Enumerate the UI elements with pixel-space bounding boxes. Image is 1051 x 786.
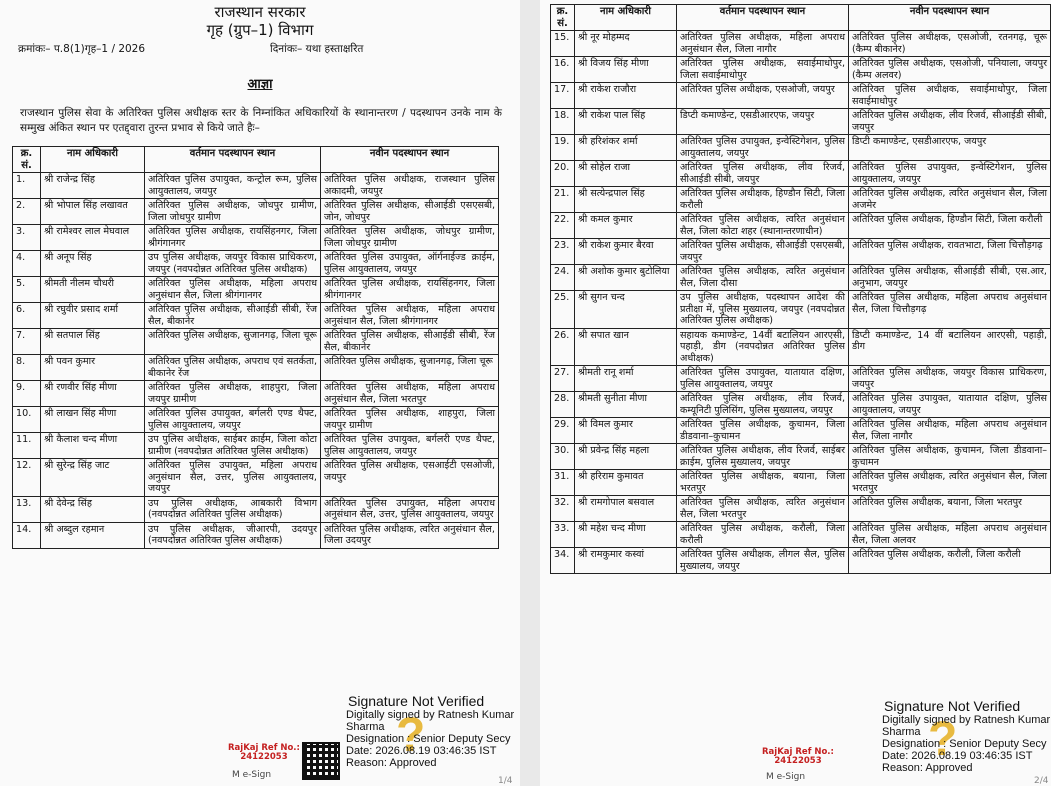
officer-name-cell: श्री राकेश पाल सिंह	[575, 109, 677, 135]
officer-name-cell: श्री कमल कुमार	[575, 213, 677, 239]
serial-cell: 24.	[551, 265, 575, 291]
current-posting-cell: अतिरिक्त पुलिस अधीक्षक, बयाना, जिला भरतपुर	[677, 470, 849, 496]
current-posting-cell: अतिरिक्त पुलिस अधीक्षक, महिला अपराध अनुसंधान सैल, जिला श्रीगंगानगर	[145, 277, 321, 303]
serial-cell: 15.	[551, 31, 575, 57]
rajkaj-stamp	[228, 744, 300, 762]
officer-name-cell: श्री सपात खान	[575, 328, 677, 366]
order-date: दिनांकः– यथा हस्ताक्षरित	[270, 43, 364, 55]
current-posting-cell: उप पुलिस अधीक्षक, आबकारी विभाग (नवपदोन्नत अतिरिक्त पुलिस अधीक्षक)	[145, 496, 321, 522]
officer-name-cell: श्री सुरेन्द्र सिंह जाट	[41, 459, 145, 497]
order-page-1	[0, 0, 520, 786]
serial-cell: 16.	[551, 57, 575, 83]
current-posting-cell: अतिरिक्त पुलिस अधीक्षक, लीव रिजर्व, कम्यूनिटी पुलिसिंग, पुलिस मुख्यालय, जयपुर	[677, 392, 849, 418]
current-posting-cell: अतिरिक्त पुलिस अधीक्षक, सीआईडी सीबी, रेंज सैल, बीकानेर	[145, 303, 321, 329]
signature-line-4: Date: 2026.08.19 03:46:35 IST	[882, 750, 1033, 762]
table-row	[13, 381, 499, 407]
new-posting-cell: अतिरिक्त पुलिस अधीक्षक, सीआईडी सीबी, एस.आर, अनुभाग, जयपुर	[849, 265, 1051, 291]
new-posting-cell: अतिरिक्त पुलिस उपायुक्त, यातायात दक्षिण, पुलिस आयुक्तालय, जयपुर	[849, 392, 1051, 418]
new-posting-cell: अतिरिक्त पुलिस अधीक्षक, हिण्डौन सिटी, जिला करौली	[849, 213, 1051, 239]
serial-cell: 5.	[13, 277, 41, 303]
new-posting-cell: अतिरिक्त पुलिस अधीक्षक, बयाना, जिला भरतपुर	[849, 496, 1051, 522]
officer-name-cell: श्री राकेश राजौरा	[575, 83, 677, 109]
officer-name-cell: श्री पवन कुमार	[41, 355, 145, 381]
officer-name-cell: श्री विजय सिंह मीणा	[575, 57, 677, 83]
serial-cell: 19.	[551, 135, 575, 161]
serial-cell: 18.	[551, 109, 575, 135]
current-posting-cell: अतिरिक्त पुलिस उपायुक्त, इन्वेस्टिगेशन, पुलिस आयुक्तालय, जयपुर	[677, 135, 849, 161]
table-header-row	[551, 5, 1051, 31]
new-posting-cell: अतिरिक्त पुलिस अधीक्षक, महिला अपराध अनुसंधान सैल, जिला नागौर	[849, 418, 1051, 444]
officer-name-cell: श्री रणवीर सिंह मीणा	[41, 381, 145, 407]
table-row	[13, 355, 499, 381]
serial-cell: 22.	[551, 213, 575, 239]
new-posting-cell: अतिरिक्त पुलिस अधीक्षक, लीव रिजर्व, सीआईडी सीबी, जयपुर	[849, 109, 1051, 135]
table-row	[551, 366, 1051, 392]
current-posting-cell: अतिरिक्त पुलिस अधीक्षक, सवाईमाधोपुर, जिला सवाईमाधोपुर	[677, 57, 849, 83]
new-posting-cell: अतिरिक्त पुलिस अधीक्षक, त्वरित अनुसंधान सैल, जिला अजमेर	[849, 187, 1051, 213]
table-row	[13, 459, 499, 497]
new-posting-cell: अतिरिक्त पुलिस अधीक्षक, करौली, जिला करौली	[849, 548, 1051, 574]
table-row	[551, 548, 1051, 574]
table-row	[551, 239, 1051, 265]
table-row	[551, 470, 1051, 496]
current-posting-cell: अतिरिक्त पुलिस अधीक्षक, एसओजी, जयपुर	[677, 83, 849, 109]
serial-cell: 13.	[13, 496, 41, 522]
new-posting-cell: डिप्टी कमाण्डेन्ट, 14 वीं बटालियन आरएसी, पहाड़ी, डीग	[849, 328, 1051, 366]
signature-line-2: Sharma	[882, 726, 921, 738]
transfer-table-page-1	[12, 146, 499, 549]
table-row	[551, 187, 1051, 213]
current-posting-cell: अतिरिक्त पुलिस अधीक्षक, महिला अपराध अनुसंधान सैल, जिला नागौर	[677, 31, 849, 57]
department-header: गृह (ग्रुप–1) विभाग	[206, 21, 314, 39]
new-posting-cell: अतिरिक्त पुलिस अधीक्षक, महिला अपराध अनुसंधान सैल, जिला अलवर	[849, 522, 1051, 548]
serial-cell: 2.	[13, 199, 41, 225]
table-row	[551, 83, 1051, 109]
order-page-2	[540, 0, 1051, 786]
serial-cell: 7.	[13, 329, 41, 355]
serial-cell: 6.	[13, 303, 41, 329]
officer-name-cell: श्री सुगन चन्द	[575, 291, 677, 329]
officer-name-cell: श्री हरिराम कुमावत	[575, 470, 677, 496]
new-posting-cell: अतिरिक्त पुलिस अधीक्षक, त्वरित अनुसंधान सैल, जिला भरतपुर	[849, 470, 1051, 496]
signature-line-3: Designation : Senior Deputy Secy	[882, 738, 1047, 750]
table-row	[13, 199, 499, 225]
current-posting-cell: अतिरिक्त पुलिस अधीक्षक, लीव रिजर्व, साईबर क्राईम, पुलिस मुख्यालय, जयपुर	[677, 444, 849, 470]
current-posting-cell: अतिरिक्त पुलिस अधीक्षक, सुजानगढ़, जिला चूरू	[145, 329, 321, 355]
serial-cell: 25.	[551, 291, 575, 329]
officer-name-cell: श्री राकेश कुमार बैरवा	[575, 239, 677, 265]
rajkaj-ref-number: 24122053	[240, 752, 288, 762]
table-row	[551, 213, 1051, 239]
serial-cell: 26.	[551, 328, 575, 366]
table-row	[551, 392, 1051, 418]
current-posting-cell: उप पुलिस अधीक्षक, जयपुर विकास प्राधिकरण, जयपुर (नवपदोन्नत अतिरिक्त पुलिस अधीक्षक)	[145, 251, 321, 277]
new-posting-cell: अतिरिक्त पुलिस अधीक्षक, रायसिंहनगर, जिला श्रीगंगानगर	[321, 277, 499, 303]
col-name: नाम अधिकारी	[575, 5, 677, 31]
current-posting-cell: अतिरिक्त पुलिस उपायुक्त, यातायात दक्षिण, पुलिस आयुक्तालय, जयपुर	[677, 366, 849, 392]
qr-code-icon	[302, 742, 340, 780]
table-row	[13, 225, 499, 251]
col-sno: क्र. सं.	[13, 147, 41, 173]
current-posting-cell: अतिरिक्त पुलिस अधीक्षक, लीव रिजर्व, सीआईडी सीबी, जयपुर	[677, 161, 849, 187]
officer-name-cell: श्री रघुवीर प्रसाद शर्मा	[41, 303, 145, 329]
officer-name-cell: श्री कैलाश चन्द मीणा	[41, 433, 145, 459]
new-posting-cell: अतिरिक्त पुलिस उपायुक्त, इन्वेस्टिगेशन, पुलिस आयुक्तालय, जयपुर	[849, 161, 1051, 187]
officer-name-cell: श्री नूर मोहम्मद	[575, 31, 677, 57]
rajkaj-ref-number: 24122053	[774, 756, 822, 766]
current-posting-cell: डिप्टी कमाण्डेन्ट, एसडीआरएफ, जयपुर	[677, 109, 849, 135]
current-posting-cell: अतिरिक्त पुलिस अधीक्षक, कुचामन, जिला डीडवाना–कुचामन	[677, 418, 849, 444]
rajkaj-ref-label: RajKaj Ref No.:	[762, 747, 834, 757]
current-posting-cell: अतिरिक्त पुलिस अधीक्षक, जोधपुर ग्रामीण, जिला जोधपुर ग्रामीण	[145, 199, 321, 225]
digital-signature-block	[346, 693, 514, 769]
signature-line-3: Designation : Senior Deputy Secy	[346, 733, 511, 745]
current-posting-cell: अतिरिक्त पुलिस अधीक्षक, हिण्डौन सिटी, जिला करौली	[677, 187, 849, 213]
officer-name-cell: श्री सत्येन्द्रपाल सिंह	[575, 187, 677, 213]
current-posting-cell: अतिरिक्त पुलिस अधीक्षक, त्वरित अनुसंधान सैल, जिला दौसा	[677, 265, 849, 291]
new-posting-cell: अतिरिक्त पुलिस अधीक्षक, शाहपुरा, जिला जयपुर ग्रामीण	[321, 407, 499, 433]
serial-cell: 23.	[551, 239, 575, 265]
officer-name-cell: श्री महेश चन्द मीणा	[575, 522, 677, 548]
serial-cell: 20.	[551, 161, 575, 187]
officer-name-cell: श्री देवेन्द्र सिंह	[41, 496, 145, 522]
current-posting-cell: अतिरिक्त पुलिस अधीक्षक, त्वरित अनुसंधान सैल, जिला कोटा शहर (स्थानान्तरणाधीन)	[677, 213, 849, 239]
officer-name-cell: श्रीमती रानू शर्मा	[575, 366, 677, 392]
officer-name-cell: श्री रामकुमार कस्वां	[575, 548, 677, 574]
new-posting-cell: अतिरिक्त पुलिस अधीक्षक, सुजानगढ़, जिला चूरू	[321, 355, 499, 381]
officer-name-cell: श्री लाखन सिंह मीणा	[41, 407, 145, 433]
signature-line-5: Reason: Approved	[882, 762, 973, 774]
serial-cell: 29.	[551, 418, 575, 444]
new-posting-cell: अतिरिक्त पुलिस अधीक्षक, जोधपुर ग्रामीण, जिला जोधपुर ग्रामीण	[321, 225, 499, 251]
officer-name-cell: श्री अब्दुल रहमान	[41, 522, 145, 548]
serial-cell: 12.	[13, 459, 41, 497]
col-new-posting: नवीन पदस्थापन स्थान	[321, 147, 499, 173]
table-row	[13, 329, 499, 355]
new-posting-cell: अतिरिक्त पुलिस अधीक्षक, महिला अपराध अनुसंधान सैल, जिला भरतपुर	[321, 381, 499, 407]
serial-cell: 4.	[13, 251, 41, 277]
current-posting-cell: उप पुलिस अधीक्षक, साईबर क्राईम, जिला कोटा ग्रामीण (नवपदोन्नत अतिरिक्त पुलिस अधीक्षक)	[145, 433, 321, 459]
serial-cell: 1.	[13, 173, 41, 199]
serial-cell: 8.	[13, 355, 41, 381]
new-posting-cell: डिप्टी कमाण्डेन्ट, एसडीआरएफ, जयपुर	[849, 135, 1051, 161]
current-posting-cell: अतिरिक्त पुलिस अधीक्षक, लीगल सैल, पुलिस मुख्यालय, जयपुर	[677, 548, 849, 574]
officer-name-cell: श्री रामगोपाल बसवाल	[575, 496, 677, 522]
officer-name-cell: श्री सतपाल सिंह	[41, 329, 145, 355]
officer-name-cell: श्री राजेन्द्र सिंह	[41, 173, 145, 199]
signature-status: Signature Not Verified	[884, 698, 1021, 714]
table-row	[13, 522, 499, 548]
serial-cell: 3.	[13, 225, 41, 251]
new-posting-cell: अतिरिक्त पुलिस अधीक्षक, सीआईडी सीबी, रेंज सैल, बीकानेर	[321, 329, 499, 355]
order-title: आज्ञा	[247, 77, 273, 92]
new-posting-cell: अतिरिक्त पुलिस अधीक्षक, महिला अपराध अनुसंधान सैल, जिला श्रीगंगानगर	[321, 303, 499, 329]
col-current-posting: वर्तमान पदस्थापन स्थान	[677, 5, 849, 31]
table-row	[551, 291, 1051, 329]
new-posting-cell: अतिरिक्त पुलिस अधीक्षक, जयपुर विकास प्राधिकरण, जयपुर	[849, 366, 1051, 392]
serial-cell: 9.	[13, 381, 41, 407]
new-posting-cell: अतिरिक्त पुलिस उपायुक्त, बर्गलरी एण्ड थैफ्ट, पुलिस आयुक्तालय, जयपुर	[321, 433, 499, 459]
new-posting-cell: अतिरिक्त पुलिस उपायुक्त, महिला अपराध अनुसंधान सैल, उत्तर, पुलिस आयुक्तालय, जयपुर	[321, 496, 499, 522]
officer-name-cell: श्रीमती नीलम चौधरी	[41, 277, 145, 303]
table-header-row	[13, 147, 499, 173]
serial-cell: 17.	[551, 83, 575, 109]
table-row	[551, 109, 1051, 135]
new-posting-cell: अतिरिक्त पुलिस अधीक्षक, रावतभाटा, जिला चित्तौड़गढ़	[849, 239, 1051, 265]
officer-name-cell: श्री हरिशंकर शर्मा	[575, 135, 677, 161]
table-row	[13, 251, 499, 277]
officer-name-cell: श्री प्रवेन्द्र सिंह महला	[575, 444, 677, 470]
new-posting-cell: अतिरिक्त पुलिस अधीक्षक, कुचामन, जिला डीडवाना–कुचामन	[849, 444, 1051, 470]
current-posting-cell: अतिरिक्त पुलिस उपायुक्त, महिला अपराध अनुसंधान सैल, उत्तर, पुलिस आयुक्तालय, जयपुर	[145, 459, 321, 497]
serial-cell: 33.	[551, 522, 575, 548]
order-intro: राजस्थान पुलिस सेवा के अतिरिक्त पुलिस अधीक्षक स्तर के निम्नांकित अधिकारियों के स्थानान्तरण / पदस्थापन उनके नाम के सम्मुख अंकित स्थान पर एतद्द्वारा तुरन्त प्रभाव से किये जाते हैः–	[20, 107, 502, 134]
current-posting-cell: उप पुलिस अधीक्षक, जीआरपी, उदयपुर (नवपदोन्नत अतिरिक्त पुलिस अधीक्षक)	[145, 522, 321, 548]
signature-line-2: Sharma	[346, 721, 385, 733]
current-posting-cell: अतिरिक्त पुलिस अधीक्षक, करौली, जिला करौली	[677, 522, 849, 548]
officer-name-cell: श्रीमती सुनीता मीणा	[575, 392, 677, 418]
order-reference: क्रमांकः– प.8(1)गृह–1 / 2026	[18, 43, 146, 55]
serial-cell: 34.	[551, 548, 575, 574]
table-row	[551, 57, 1051, 83]
new-posting-cell: अतिरिक्त पुलिस अधीक्षक, महिला अपराध अनुसंधान सैल, जिला चित्तौड़गढ़	[849, 291, 1051, 329]
officer-name-cell: श्री अशोक कुमार बुटोलिया	[575, 265, 677, 291]
table-row	[13, 433, 499, 459]
current-posting-cell: उप पुलिस अधीक्षक, पदस्थापन आदेश की प्रतीक्षा में, पुलिस मुख्यालय, जयपुर (नवपदोन्नत अतिरिक्त पुलिस अधीक्षक)	[677, 291, 849, 329]
new-posting-cell: अतिरिक्त पुलिस अधीक्षक, एसओजी, पनियाला, जयपुर (कैम्प अलवर)	[849, 57, 1051, 83]
table-row	[551, 265, 1051, 291]
new-posting-cell: अतिरिक्त पुलिस अधीक्षक, एसआईटी एसओजी, जयपुर	[321, 459, 499, 497]
col-new-posting: नवीन पदस्थापन स्थान	[849, 5, 1051, 31]
question-mark-icon: ?	[928, 713, 958, 766]
signature-line-5: Reason: Approved	[346, 757, 437, 769]
serial-cell: 28.	[551, 392, 575, 418]
table-row	[551, 522, 1051, 548]
table-row	[551, 496, 1051, 522]
current-posting-cell: अतिरिक्त पुलिस अधीक्षक, त्वरित अनुसंधान सैल, जिला भरतपुर	[677, 496, 849, 522]
question-mark-icon: ?	[396, 709, 426, 762]
new-posting-cell: अतिरिक्त पुलिस उपायुक्त, ऑर्गनाईज्ड क्राईम, पुलिस आयुक्तालय, जयपुर	[321, 251, 499, 277]
current-posting-cell: अतिरिक्त पुलिस अधीक्षक, शाहपुरा, जिला जयपुर ग्रामीण	[145, 381, 321, 407]
table-row	[13, 173, 499, 199]
esign-label: M e-Sign	[232, 770, 272, 780]
signature-status: Signature Not Verified	[348, 693, 485, 709]
serial-cell: 32.	[551, 496, 575, 522]
col-name: नाम अधिकारी	[41, 147, 145, 173]
new-posting-cell: अतिरिक्त पुलिस अधीक्षक, राजस्थान पुलिस अकादमी, जयपुर	[321, 173, 499, 199]
signature-line-1: Digitally signed by Ratnesh Kumar	[882, 714, 1051, 726]
table-row	[551, 444, 1051, 470]
serial-cell: 11.	[13, 433, 41, 459]
serial-cell: 14.	[13, 522, 41, 548]
table-row	[551, 31, 1051, 57]
current-posting-cell: सहायक कमाण्डेन्ट, 14वीं बटालियन आरएसी, पहाड़ी, डीग (नवपदोन्नत अतिरिक्त पुलिस अधीक्षक)	[677, 328, 849, 366]
rajkaj-ref-label: RajKaj Ref No.:	[228, 743, 300, 753]
govt-header: राजस्थान सरकार	[214, 3, 306, 21]
current-posting-cell: अतिरिक्त पुलिस अधीक्षक, रायसिंहनगर, जिला श्रीगंगानगर	[145, 225, 321, 251]
table-row	[13, 496, 499, 522]
current-posting-cell: अतिरिक्त पुलिस अधीक्षक, सीआईडी एसएसबी, जयपुर	[677, 239, 849, 265]
transfer-table-page-2	[550, 4, 1051, 574]
officer-name-cell: श्री भोपाल सिंह लखावत	[41, 199, 145, 225]
table-row	[13, 407, 499, 433]
officer-name-cell: श्री रामेश्वर लाल मेघवाल	[41, 225, 145, 251]
table-row	[551, 135, 1051, 161]
table-row	[551, 328, 1051, 366]
page-number: 2/4	[1034, 776, 1049, 786]
col-current-posting: वर्तमान पदस्थापन स्थान	[145, 147, 321, 173]
new-posting-cell: अतिरिक्त पुलिस अधीक्षक, एसओजी, रतनगढ़, चूरू (कैम्प बीकानेर)	[849, 31, 1051, 57]
current-posting-cell: अतिरिक्त पुलिस उपायुक्त, कन्ट्रोल रूम, पुलिस आयुक्तालय, जयपुर	[145, 173, 321, 199]
page-number: 1/4	[498, 776, 513, 786]
officer-name-cell: श्री सोहेल राजा	[575, 161, 677, 187]
officer-name-cell: श्री विमल कुमार	[575, 418, 677, 444]
esign-label: M e-Sign	[766, 772, 806, 782]
new-posting-cell: अतिरिक्त पुलिस अधीक्षक, सीआईडी एसएसबी, जोन, जोधपुर	[321, 199, 499, 225]
table-row	[551, 161, 1051, 187]
officer-name-cell: श्री अनूप सिंह	[41, 251, 145, 277]
table-row	[13, 277, 499, 303]
signature-line-1: Digitally signed by Ratnesh Kumar	[346, 709, 515, 721]
digital-signature-block	[882, 698, 1050, 774]
page-gutter	[520, 0, 540, 786]
new-posting-cell: अतिरिक्त पुलिस अधीक्षक, सवाईमाधोपुर, जिला सवाईमाधोपुर	[849, 83, 1051, 109]
table-row	[551, 418, 1051, 444]
new-posting-cell: अतिरिक्त पुलिस अधीक्षक, त्वरित अनुसंधान सैल, जिला उदयपुर	[321, 522, 499, 548]
serial-cell: 27.	[551, 366, 575, 392]
serial-cell: 10.	[13, 407, 41, 433]
current-posting-cell: अतिरिक्त पुलिस अधीक्षक, अपराध एवं सतर्कता, बीकानेर रेंज	[145, 355, 321, 381]
rajkaj-stamp	[762, 748, 834, 766]
serial-cell: 31.	[551, 470, 575, 496]
col-sno: क्र. सं.	[551, 5, 575, 31]
table-row	[13, 303, 499, 329]
serial-cell: 21.	[551, 187, 575, 213]
serial-cell: 30.	[551, 444, 575, 470]
current-posting-cell: अतिरिक्त पुलिस उपायुक्त, बर्गलरी एण्ड थैफ्ट, पुलिस आयुक्तालय, जयपुर	[145, 407, 321, 433]
signature-line-4: Date: 2026.08.19 03:46:35 IST	[346, 745, 497, 757]
